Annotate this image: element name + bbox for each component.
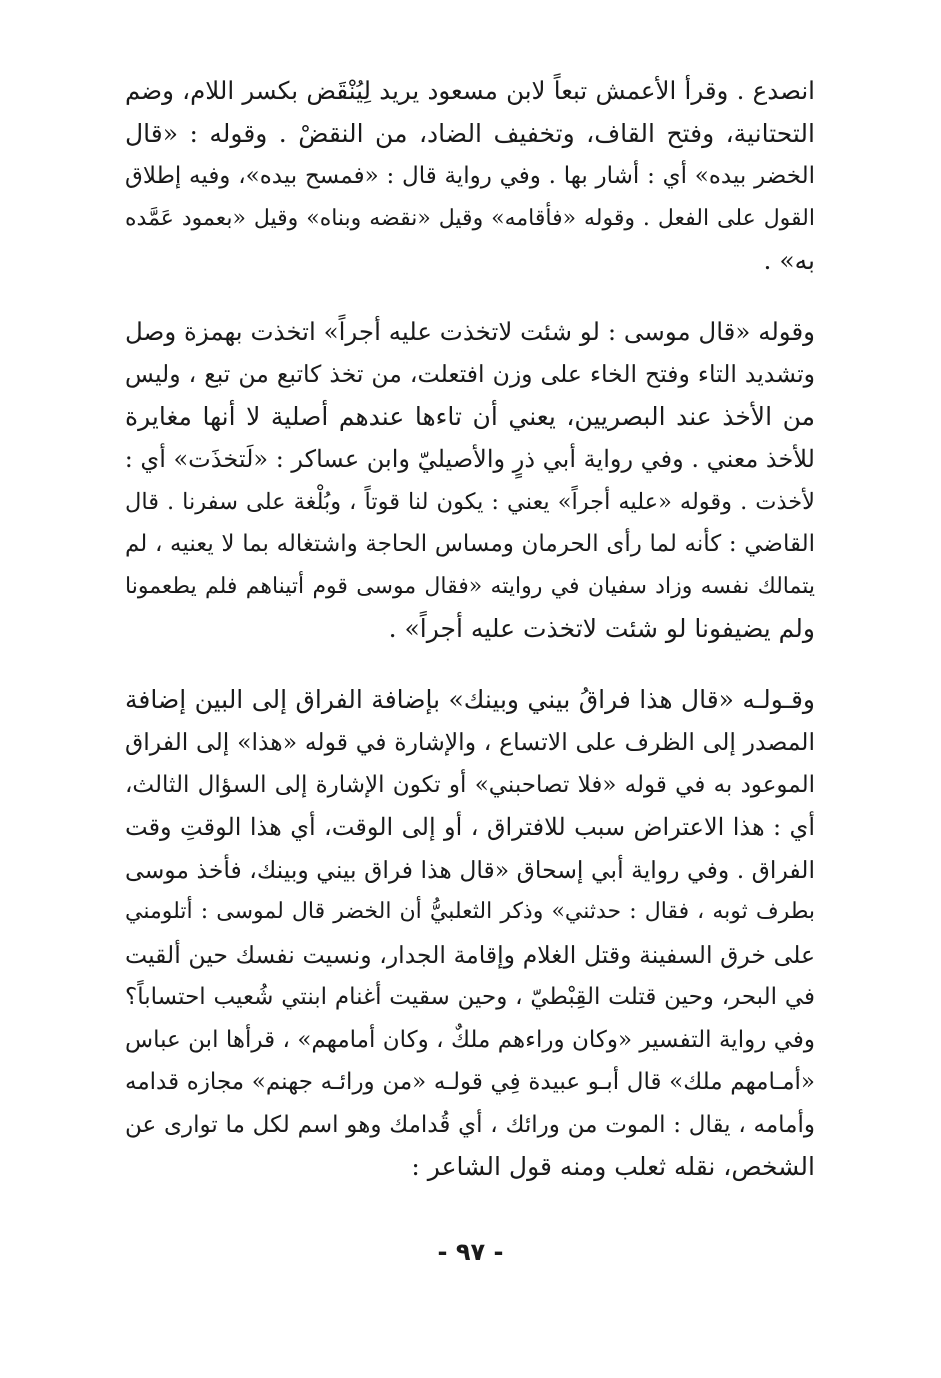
text-line: الفراق . وفي رواية أبي إسحاق «قال هذا فراق بيني وبينك، فأخذ موسى xyxy=(125,855,815,884)
text-line: القول على الفعل . وقوله «فأقامه» وقيل «نقضه وبناه» وقيل «بعمود عَمَّده xyxy=(125,205,815,231)
text-line: لأخذت . وقوله «عليه أجراً» يعني : يكون لنا قوتاً ، وبُلْغة على سفرنا . قال xyxy=(125,488,815,515)
text-line: على خرق السفينة وقتل الغلام وإقامة الجدار، ونسيت نفسك حين ألقيت xyxy=(125,940,815,969)
text-line: بطرف ثوبه ، فقال : حدثني» وذكر الثعلبيُّ أن الخضر قال لموسى : أتلومني xyxy=(125,899,815,924)
text-line: وأمامه ، يقال : الموت من ورائك ، أي قُدامك وهو اسم لكل ما توارى عن xyxy=(125,1111,815,1138)
text-line: المصدر إلى الظرف على الاتساع ، والإشارة في قوله «هذا» إلى الفراق xyxy=(125,728,815,756)
text-line: للأخذ معني . وفي رواية أبي ذرٍ والأصيليّ وابن عساكر : «لَتخذَت» أي : xyxy=(124,445,815,473)
text-line: «أمـامهم ملك» قال أبـو عبيدة فِي قولـه «من ورائـه جهنم» مجازه قدامه xyxy=(125,1069,815,1095)
paragraph-1 xyxy=(125,70,815,283)
text-line: التحتانية، وفتح القاف، وتخفيف الضاد، من النقضْ . وقوله : «قال xyxy=(125,118,815,148)
text-line: الشخص، نقله ثعلب ومنه قول الشاعر : xyxy=(411,1152,815,1181)
text-line: وتشديد التاء وفتح الخاء على وزن افتعلت، من تخذ كاتبع من تبع ، وليس xyxy=(125,360,815,388)
text-line: القاضي : كأنه لما رأى الحرمان ومساس الحاجة واشتغاله بما لا يعنيه ، لم xyxy=(125,531,815,557)
text-line: في البحر، وحين قتلت القِبْطيّ ، وحين سقيت أغنام ابنتي شُعيب احتساباً؟ xyxy=(125,984,815,1010)
paragraph-2 xyxy=(125,311,815,651)
text-line: من الأخذ عند البصريين، يعني أن تاءها عندهم أصلية لا أنها مغايرة xyxy=(125,401,815,431)
text-line: الخضر بيده» أي : أشار بها . وفي رواية قال : «فمسح بيده»، وفيه إطلاق xyxy=(125,163,815,189)
text-line: الموعود به في قوله «فلا تصاحبني» أو تكون الإشارة إلى السؤال الثالث، xyxy=(125,771,815,798)
text-line: وقـولـه «قال هذا فراقُ بيني وبينك» بإضافة الفراق إلى البين إضافة xyxy=(125,684,815,714)
text-line: ولم يضيفونا لو شئت لاتخذت عليه أجراً» . xyxy=(388,614,815,643)
page-body xyxy=(125,70,815,1189)
page-number: - ٩٧ - xyxy=(437,1238,504,1266)
text-line: به» . xyxy=(763,246,815,275)
text-line: أي : هذا الاعتراض سبب للافتراق ، أو إلى الوقت، أي هذا الوقتِ وقت xyxy=(125,813,815,841)
text-line: يتمالك نفسه وزاد سفيان في روايته «فقال موسى قوم أتيناهم فلم يطعمونا xyxy=(125,573,815,599)
text-line: وقوله «قال موسى : لو شئت لاتخذت عليه أجراً» اتخذت بهمزة وصل xyxy=(125,316,815,346)
paragraph-3 xyxy=(125,679,815,1189)
text-line: وفي رواية التفسير «وكان وراءهم ملكٌ ، وكان أمامهم» ، قرأها ابن عباس xyxy=(125,1026,815,1053)
text-line: انصدع . وقرأ الأعمش تبعاً لابن مسعود يريد لِيُنْقَض بكسر اللام، وضم xyxy=(125,76,815,105)
